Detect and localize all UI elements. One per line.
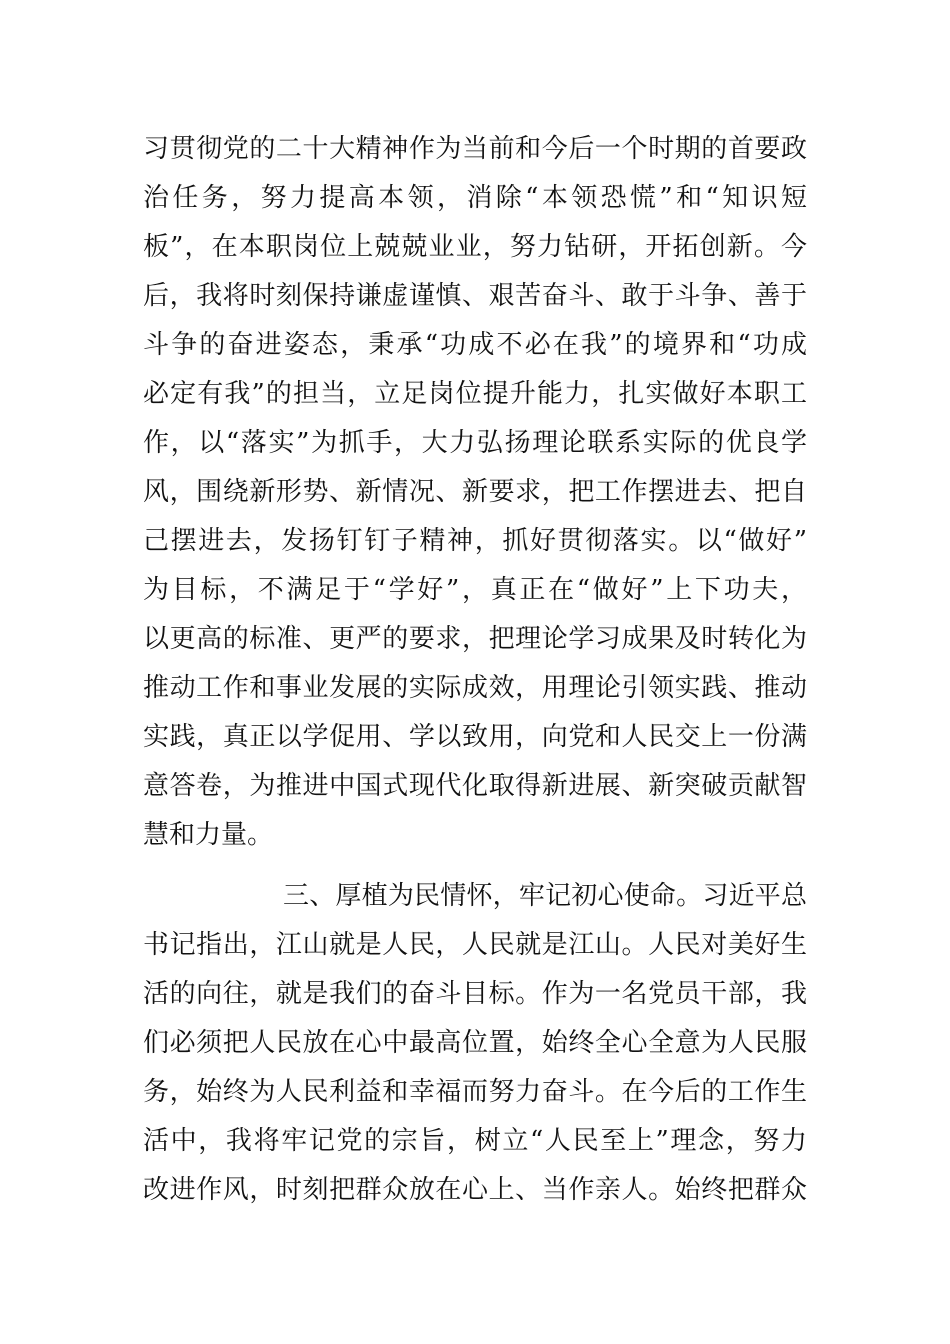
section-heading-line: 三、厚植为民情怀，牢记初心使命。习近平总 bbox=[283, 881, 807, 911]
text-line: 治任务，努力提高本领，消除“本领恐慌”和“知识短 bbox=[143, 183, 807, 213]
text-line: 己摆进去，发扬钉钉子精神，抓好贯彻落实。以“做好” bbox=[143, 526, 807, 556]
text-line: 作，以“落实”为抓手，大力弘扬理论联系实际的优良学 bbox=[143, 428, 807, 458]
text-line: 板”，在本职岗位上兢兢业业，努力钻研，开拓创新。今 bbox=[143, 232, 807, 262]
text-line: 实践，真正以学促用、学以致用，向党和人民交上一份满 bbox=[143, 722, 807, 752]
text-line: 改进作风，时刻把群众放在心上、当作亲人。始终把群众 bbox=[143, 1175, 807, 1205]
text-line: 务，始终为人民利益和幸福而努力奋斗。在今后的工作生 bbox=[143, 1077, 807, 1107]
text-line: 为目标，不满足于“学好”，真正在“做好”上下功夫， bbox=[143, 575, 807, 605]
text-line: 以更高的标准、更严的要求，把理论学习成果及时转化为 bbox=[143, 624, 807, 654]
text-line: 们必须把人民放在心中最高位置，始终全心全意为人民服 bbox=[143, 1028, 807, 1058]
text-line: 书记指出，江山就是人民，人民就是江山。人民对美好生 bbox=[143, 930, 807, 960]
text-line: 活的向往，就是我们的奋斗目标。作为一名党员干部，我 bbox=[143, 979, 807, 1009]
text-line: 推动工作和事业发展的实际成效，用理论引领实践、推动 bbox=[143, 673, 807, 703]
text-line: 斗争的奋进姿态，秉承“功成不必在我”的境界和“功成 bbox=[143, 330, 807, 360]
text-line: 习贯彻党的二十大精神作为当前和今后一个时期的首要政 bbox=[143, 134, 807, 164]
text-line: 慧和力量。 bbox=[143, 820, 274, 850]
text-line: 必定有我”的担当，立足岗位提升能力，扎实做好本职工 bbox=[143, 379, 807, 409]
text-line: 活中，我将牢记党的宗旨，树立“人民至上”理念，努力 bbox=[143, 1126, 807, 1156]
text-line: 意答卷，为推进中国式现代化取得新进展、新突破贡献智 bbox=[143, 771, 807, 801]
text-line: 后，我将时刻保持谦虚谨慎、艰苦奋斗、敢于斗争、善于 bbox=[143, 281, 807, 311]
text-line: 风，围绕新形势、新情况、新要求，把工作摆进去、把自 bbox=[143, 477, 807, 507]
